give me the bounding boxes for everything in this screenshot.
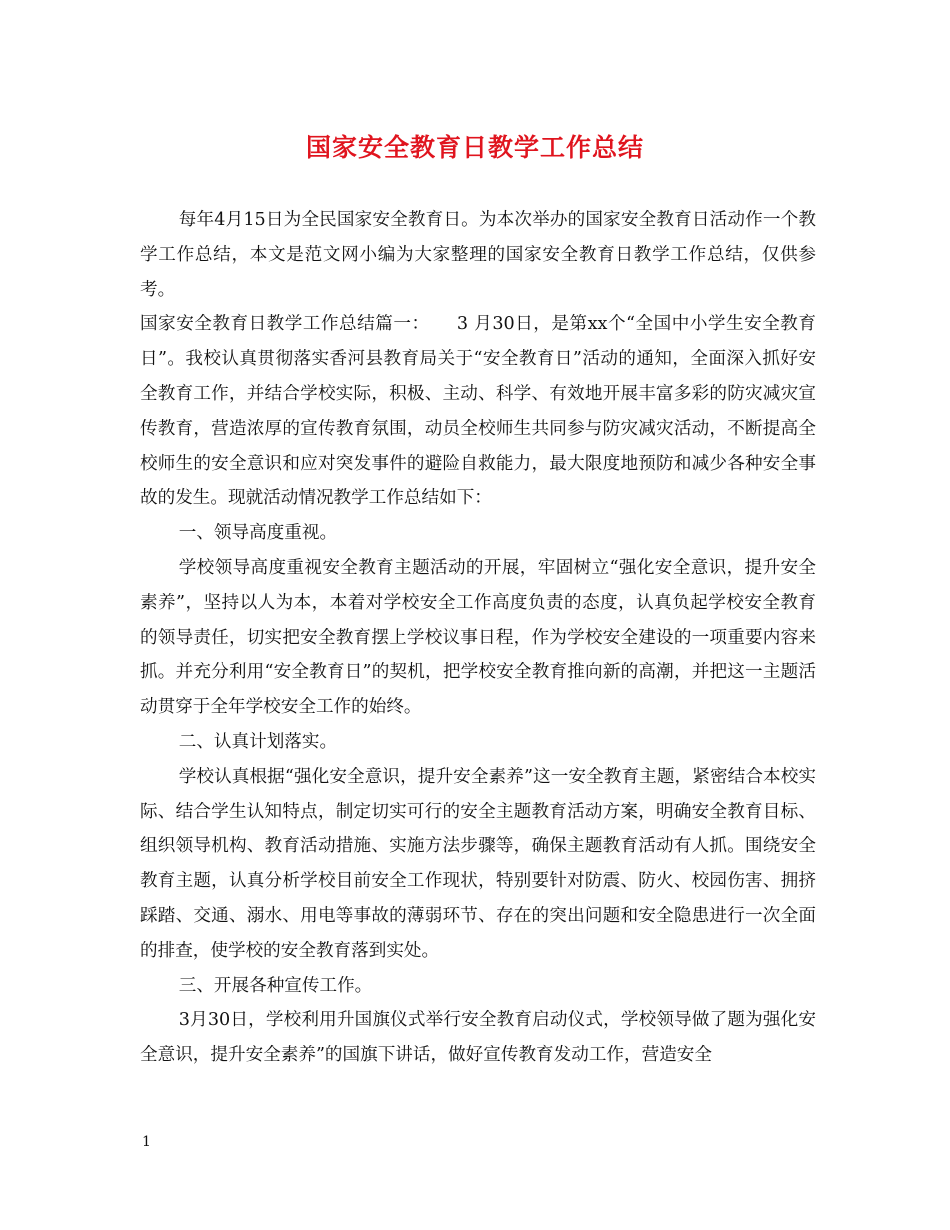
intro-paragraph: 每年4月15日为全民国家安全教育日。为本次举办的国家安全教育日活动作一个教学工作总结，本文是范文网小编为大家整理的国家安全教育日教学工作总结，仅供参考。 <box>140 210 816 300</box>
summary-paragraph-1: 国家安全教育日教学工作总结篇一： 3 月30日，是第xx个“全国中小学生安全教育日”。我校认真贯彻落实香河县教育局关于“安全教育日”活动的通知，全面深入抓好安全教育工作，并结合学校实际，积极、主动、科学、有效地开展丰富多彩的防灾减灾宣传教育，营造浓厚的宣传教育氛围，动员全校师生共同参与防灾减灾活动，不断提高全校师生的安全意识和应对突发事件的避险自救能力，最大限度地预防和减少各种安全事故的发生。现就活动情况教学工作总结如下： <box>140 314 816 509</box>
section-paragraph-2: 学校认真根据“强化安全意识，提升安全素养”这一安全教育主题，紧密结合本校实际、结合学生认知特点，制定切实可行的安全主题教育活动方案，明确安全教育目标、组织领导机构、教育活动措施、实施方法步骤等，确保主题教育活动有人抓。围绕安全教育主题，认真分析学校目前安全工作现状，特别要针对防震、防火、校园伤害、拥挤踩踏、交通、溺水、用电等事故的薄弱环节、存在的突出问题和安全隐患进行一次全面的排查，使学校的安全教育落到实处。 <box>140 766 816 961</box>
page-number: 1 <box>142 1134 151 1150</box>
section-heading-1: 一、领导高度重视。 <box>178 523 338 544</box>
document-title: 国家安全教育日教学工作总结 <box>305 133 644 162</box>
document-body <box>140 203 816 1073</box>
section-paragraph-3: 3月30日，学校利用升国旗仪式举行安全教育启动仪式，学校领导做了题为强化安全意识，提升安全素养”的国旗下讲话，做好宣传教育发动工作，营造安全 <box>140 1010 816 1066</box>
section-paragraph-1: 学校领导高度重视安全教育主题活动的开展，牢固树立“强化安全意识，提升安全素养”，坚持以人为本，本着对学校安全工作高度负责的态度，认真负起学校安全教育的领导责任，切实把安全教育摆上学校议事日程，作为学校安全建设的一项重要内容来抓。并充分利用“安全教育日”的契机，把学校安全教育推向新的高潮，并把这一主题活动贯穿于全年学校安全工作的始终。 <box>140 557 816 718</box>
section-heading-3: 三、开展各种宣传工作。 <box>178 975 373 996</box>
section-heading-2: 二、认真计划落实。 <box>178 731 338 752</box>
